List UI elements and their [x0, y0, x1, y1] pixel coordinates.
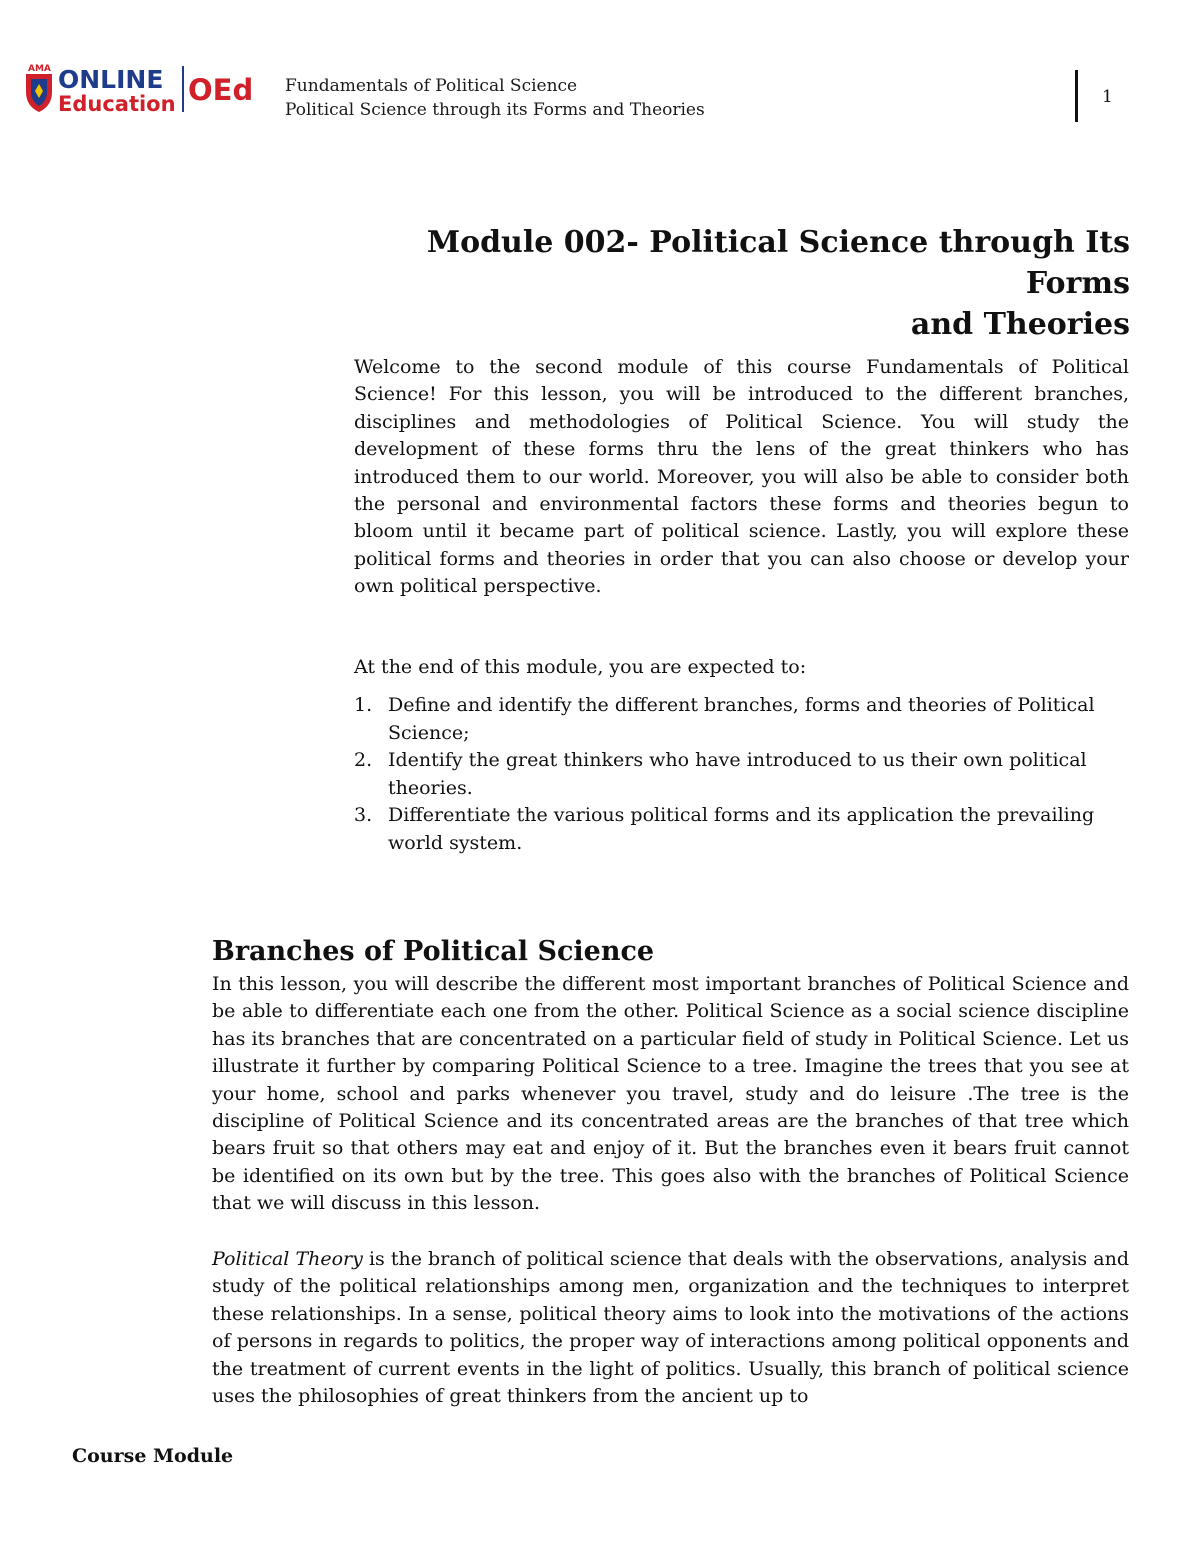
political-theory-paragraph	[212, 1246, 1129, 1410]
svg-text:Education: Education	[58, 92, 176, 116]
section-heading-branches: Branches of Political Science	[212, 936, 655, 967]
online-education-logo	[22, 60, 258, 118]
political-theory-term: Political Theory	[212, 1248, 363, 1270]
list-item-text: Identify the great thinkers who have introduced to us their own political theories.	[388, 749, 1087, 799]
list-item	[354, 802, 1129, 857]
list-item-number: 2.	[354, 749, 373, 771]
list-item-number: 1.	[354, 694, 373, 716]
footer-label: Course Module	[72, 1445, 234, 1467]
header-divider	[1075, 70, 1078, 122]
objectives-lead: At the end of this module, you are expected to:	[354, 656, 807, 678]
running-header	[285, 74, 705, 122]
svg-text:ONLINE: ONLINE	[58, 65, 164, 94]
course-title: Fundamentals of Political Science	[285, 76, 578, 96]
list-item-number: 3.	[354, 804, 373, 826]
political-theory-text: is the branch of political science that deals with the observations, analysis and study of the political relationships among men, organization and the techniques to interpret these relationships. In a sense, political theory aims to look into the motivations of the actions of persons in regards to politics, the proper way of interactions among political opponents and the treatment of current events in the light of politics. Usually, this branch of political science uses the philosophies of great thinkers from the ancient up to	[212, 1248, 1129, 1408]
list-item	[354, 747, 1129, 802]
svg-text:AMA: AMA	[28, 64, 51, 74]
branches-paragraph: In this lesson, you will describe the different most important branches of Political Science and be able to differentiate each one from the other. Political Science as a social science discipline has its branches that are concentrated on a particular field of study in Political Science. Let us illustrate it further by comparing Political Science to a tree. Imagine the trees that you see at your home, school and parks whenever you travel, study and do leisure .The tree is the discipline of Political Science and its concentrated areas are the branches of that tree which bears fruit so that others may eat and enjoy of it. But the branches even it bears fruit cannot be identified on its own but by the tree. This goes also with the branches of Political Science that we will discuss in this lesson.	[212, 973, 1129, 1215]
module-subtitle: Political Science through its Forms and Theories	[285, 100, 705, 120]
module-title-line1: Module 002- Political Science through Its Forms	[426, 225, 1130, 301]
list-item	[354, 692, 1129, 747]
page-number: 1	[1102, 87, 1113, 107]
intro-paragraph: Welcome to the second module of this course Fundamentals of Political Science! For this lesson, you will be introduced to the different branches, disciplines and methodologies of Political Science. You will study the development of these forms thru the lens of the great thinkers who has introduced them to our world. Moreover, you will also be able to consider both the personal and environmental factors these forms and theories begun to bloom until it became part of political science. Lastly, you will explore these political forms and theories in order that you can also choose or develop your own political perspective.	[354, 356, 1129, 598]
svg-text:OEd: OEd	[188, 73, 254, 107]
list-item-text: Differentiate the various political forms and its application the prevailing world system.	[388, 804, 1095, 854]
module-title	[350, 222, 1130, 345]
module-title-line2: and Theories	[910, 307, 1130, 342]
objectives-list	[354, 692, 1129, 857]
list-item-text: Define and identify the different branches, forms and theories of Political Science;	[388, 694, 1095, 744]
